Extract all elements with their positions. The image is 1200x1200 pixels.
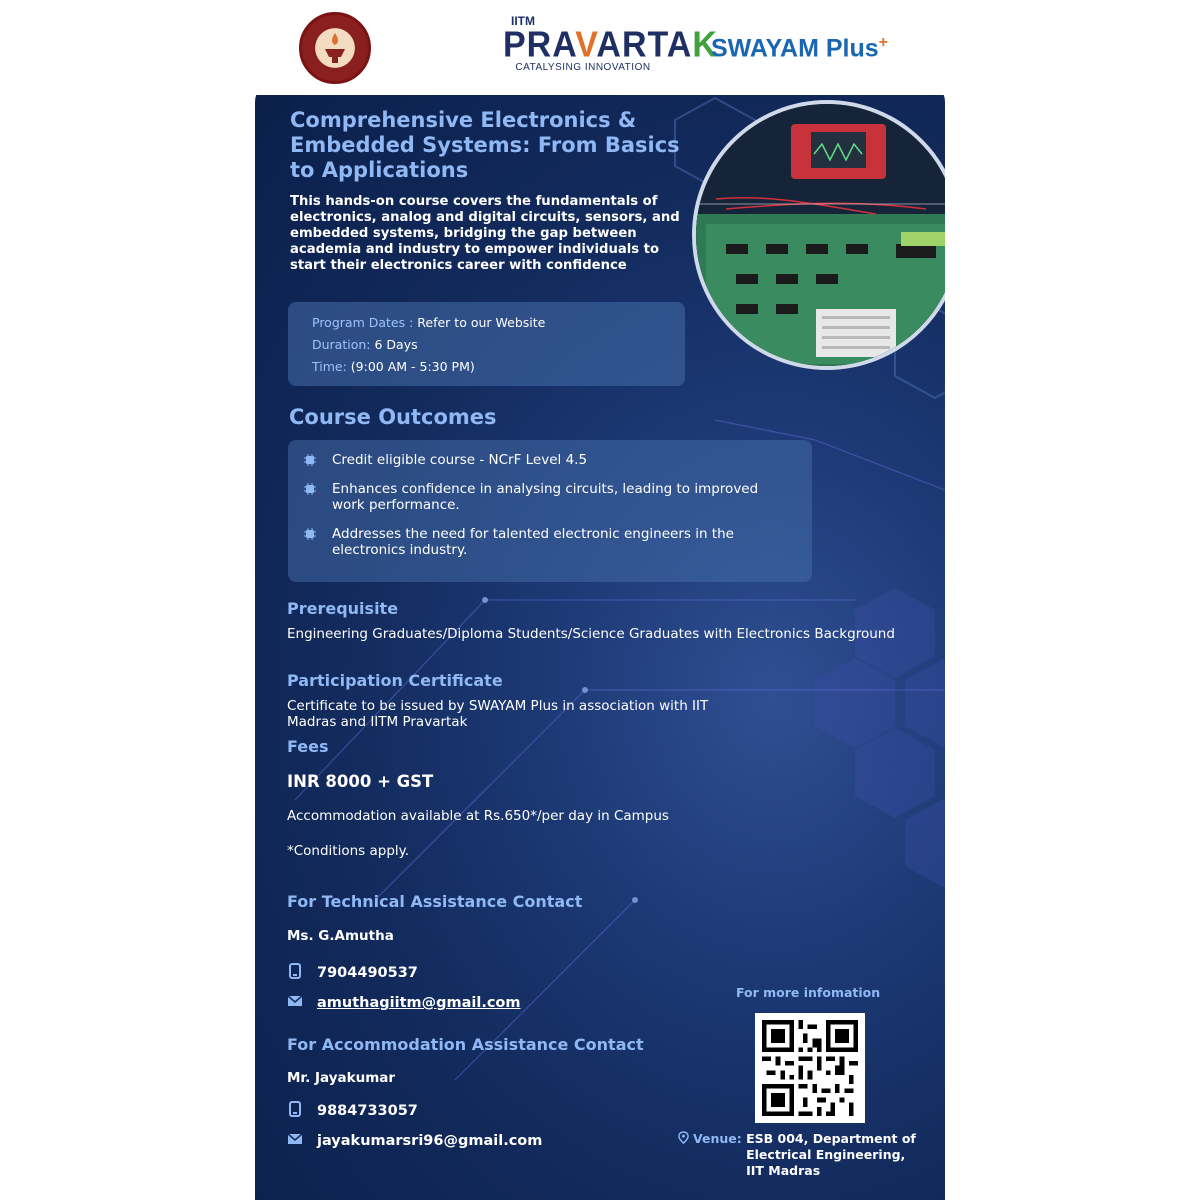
course-outcomes-box bbox=[288, 440, 812, 582]
duration-row bbox=[312, 334, 685, 356]
participation-certificate-text: Certificate to be issued by SWAYAM Plus in association with IIT Madras and IITM Pravartak bbox=[287, 698, 709, 730]
fees-heading: Fees bbox=[287, 737, 329, 756]
venue-line: ESB 004, Department of bbox=[746, 1131, 916, 1146]
course-outcomes-heading: Course Outcomes bbox=[289, 405, 497, 429]
mail-icon bbox=[287, 993, 303, 1009]
program-info-box bbox=[288, 302, 685, 386]
qr-code-pattern bbox=[762, 1020, 858, 1116]
pravartak-name-part: V bbox=[575, 25, 597, 65]
outcome-item bbox=[302, 526, 782, 558]
swayam-text: SWAYAM Plus bbox=[711, 34, 879, 63]
phone-icon bbox=[287, 963, 303, 979]
pravartak-tagline: CATALYSING INNOVATION bbox=[515, 62, 651, 73]
header bbox=[255, 0, 945, 95]
venue-line: IIT Madras bbox=[746, 1163, 821, 1178]
qr-code[interactable] bbox=[755, 1013, 865, 1123]
pravartak-logo bbox=[503, 14, 718, 80]
time-label: Time: bbox=[312, 359, 347, 374]
course-description: This hands-on course covers the fundamentals of electronics, analog and digital circuits, sensors, and embedded systems, bridging the gap between academia and industry to empower individuals to start their electronics career with confidence bbox=[290, 194, 680, 273]
accommodation-contact-email-text[interactable]: jayakumarsri96@gmail.com bbox=[317, 1133, 543, 1149]
program-dates-label: Program Dates : bbox=[312, 315, 414, 330]
venue-line: Electrical Engineering, bbox=[746, 1147, 906, 1162]
course-title: Comprehensive Electronics & Embedded Systems: From Basics to Applications bbox=[290, 108, 680, 182]
pravartak-name-part: K bbox=[692, 25, 718, 65]
prerequisite-heading: Prerequisite bbox=[287, 599, 399, 618]
pravartak-name-part: ARTA bbox=[596, 25, 693, 65]
pravartak-prefix: IITM bbox=[511, 14, 535, 28]
technical-contact-phone bbox=[287, 963, 418, 981]
chip-icon bbox=[304, 528, 316, 540]
pravartak-name bbox=[503, 25, 718, 65]
mail-icon bbox=[287, 1131, 303, 1147]
technical-contact-name: Ms. G.Amutha bbox=[287, 928, 394, 944]
location-pin-icon bbox=[678, 1131, 689, 1144]
venue-block bbox=[678, 1131, 938, 1179]
venue-address bbox=[746, 1131, 916, 1179]
accommodation-contact-phone bbox=[287, 1101, 418, 1119]
time-row bbox=[312, 356, 685, 378]
swayam-plus-logo bbox=[711, 34, 888, 63]
technical-contact-email-link[interactable]: amuthagiitm@gmail.com bbox=[317, 995, 521, 1011]
more-info-label: For more infomation bbox=[736, 985, 881, 1000]
technical-contact-phone-number: 7904490537 bbox=[317, 965, 418, 981]
accommodation-contact-phone-number: 9884733057 bbox=[317, 1103, 418, 1119]
poster-body bbox=[255, 80, 945, 1200]
accommodation-contact-email[interactable] bbox=[287, 1131, 542, 1149]
swayam-plus-mark: + bbox=[878, 34, 888, 51]
outcome-text: Credit eligible course - NCrF Level 4.5 bbox=[332, 452, 588, 468]
program-dates-value: Refer to our Website bbox=[417, 315, 546, 330]
accommodation-fee-text: Accommodation available at Rs.650*/per day in Campus bbox=[287, 808, 669, 824]
venue-label: Venue: bbox=[693, 1131, 742, 1146]
chip-icon bbox=[304, 454, 316, 466]
phone-icon bbox=[287, 1101, 303, 1117]
conditions-note: *Conditions apply. bbox=[287, 843, 410, 859]
duration-value: 6 Days bbox=[374, 337, 418, 352]
accommodation-contact-name: Mr. Jayakumar bbox=[287, 1070, 396, 1086]
time-value: (9:00 AM - 5:30 PM) bbox=[350, 359, 475, 374]
technical-contact-heading: For Technical Assistance Contact bbox=[287, 892, 583, 911]
participation-certificate-heading: Participation Certificate bbox=[287, 671, 503, 690]
iitm-seal-logo bbox=[299, 12, 371, 84]
outcome-text: Addresses the need for talented electronic engineers in the electronics industry. bbox=[332, 526, 734, 558]
prerequisite-text: Engineering Graduates/Diploma Students/Science Graduates with Electronics Background bbox=[287, 626, 895, 642]
outcome-item bbox=[302, 481, 782, 513]
pravartak-name-part: PRA bbox=[503, 25, 576, 65]
outcome-text: Enhances confidence in analysing circuits, leading to improved work performance. bbox=[332, 481, 759, 513]
outcome-item bbox=[302, 452, 782, 468]
lamp-icon bbox=[321, 31, 349, 65]
program-dates-row bbox=[312, 312, 685, 334]
accommodation-contact-heading: For Accommodation Assistance Contact bbox=[287, 1035, 644, 1054]
technical-contact-email[interactable] bbox=[287, 993, 521, 1011]
chip-icon bbox=[304, 483, 316, 495]
duration-label: Duration: bbox=[312, 337, 371, 352]
circuit-board-illustration bbox=[696, 104, 945, 370]
circuit-board-photo bbox=[692, 100, 945, 370]
fees-amount: INR 8000 + GST bbox=[287, 772, 434, 791]
